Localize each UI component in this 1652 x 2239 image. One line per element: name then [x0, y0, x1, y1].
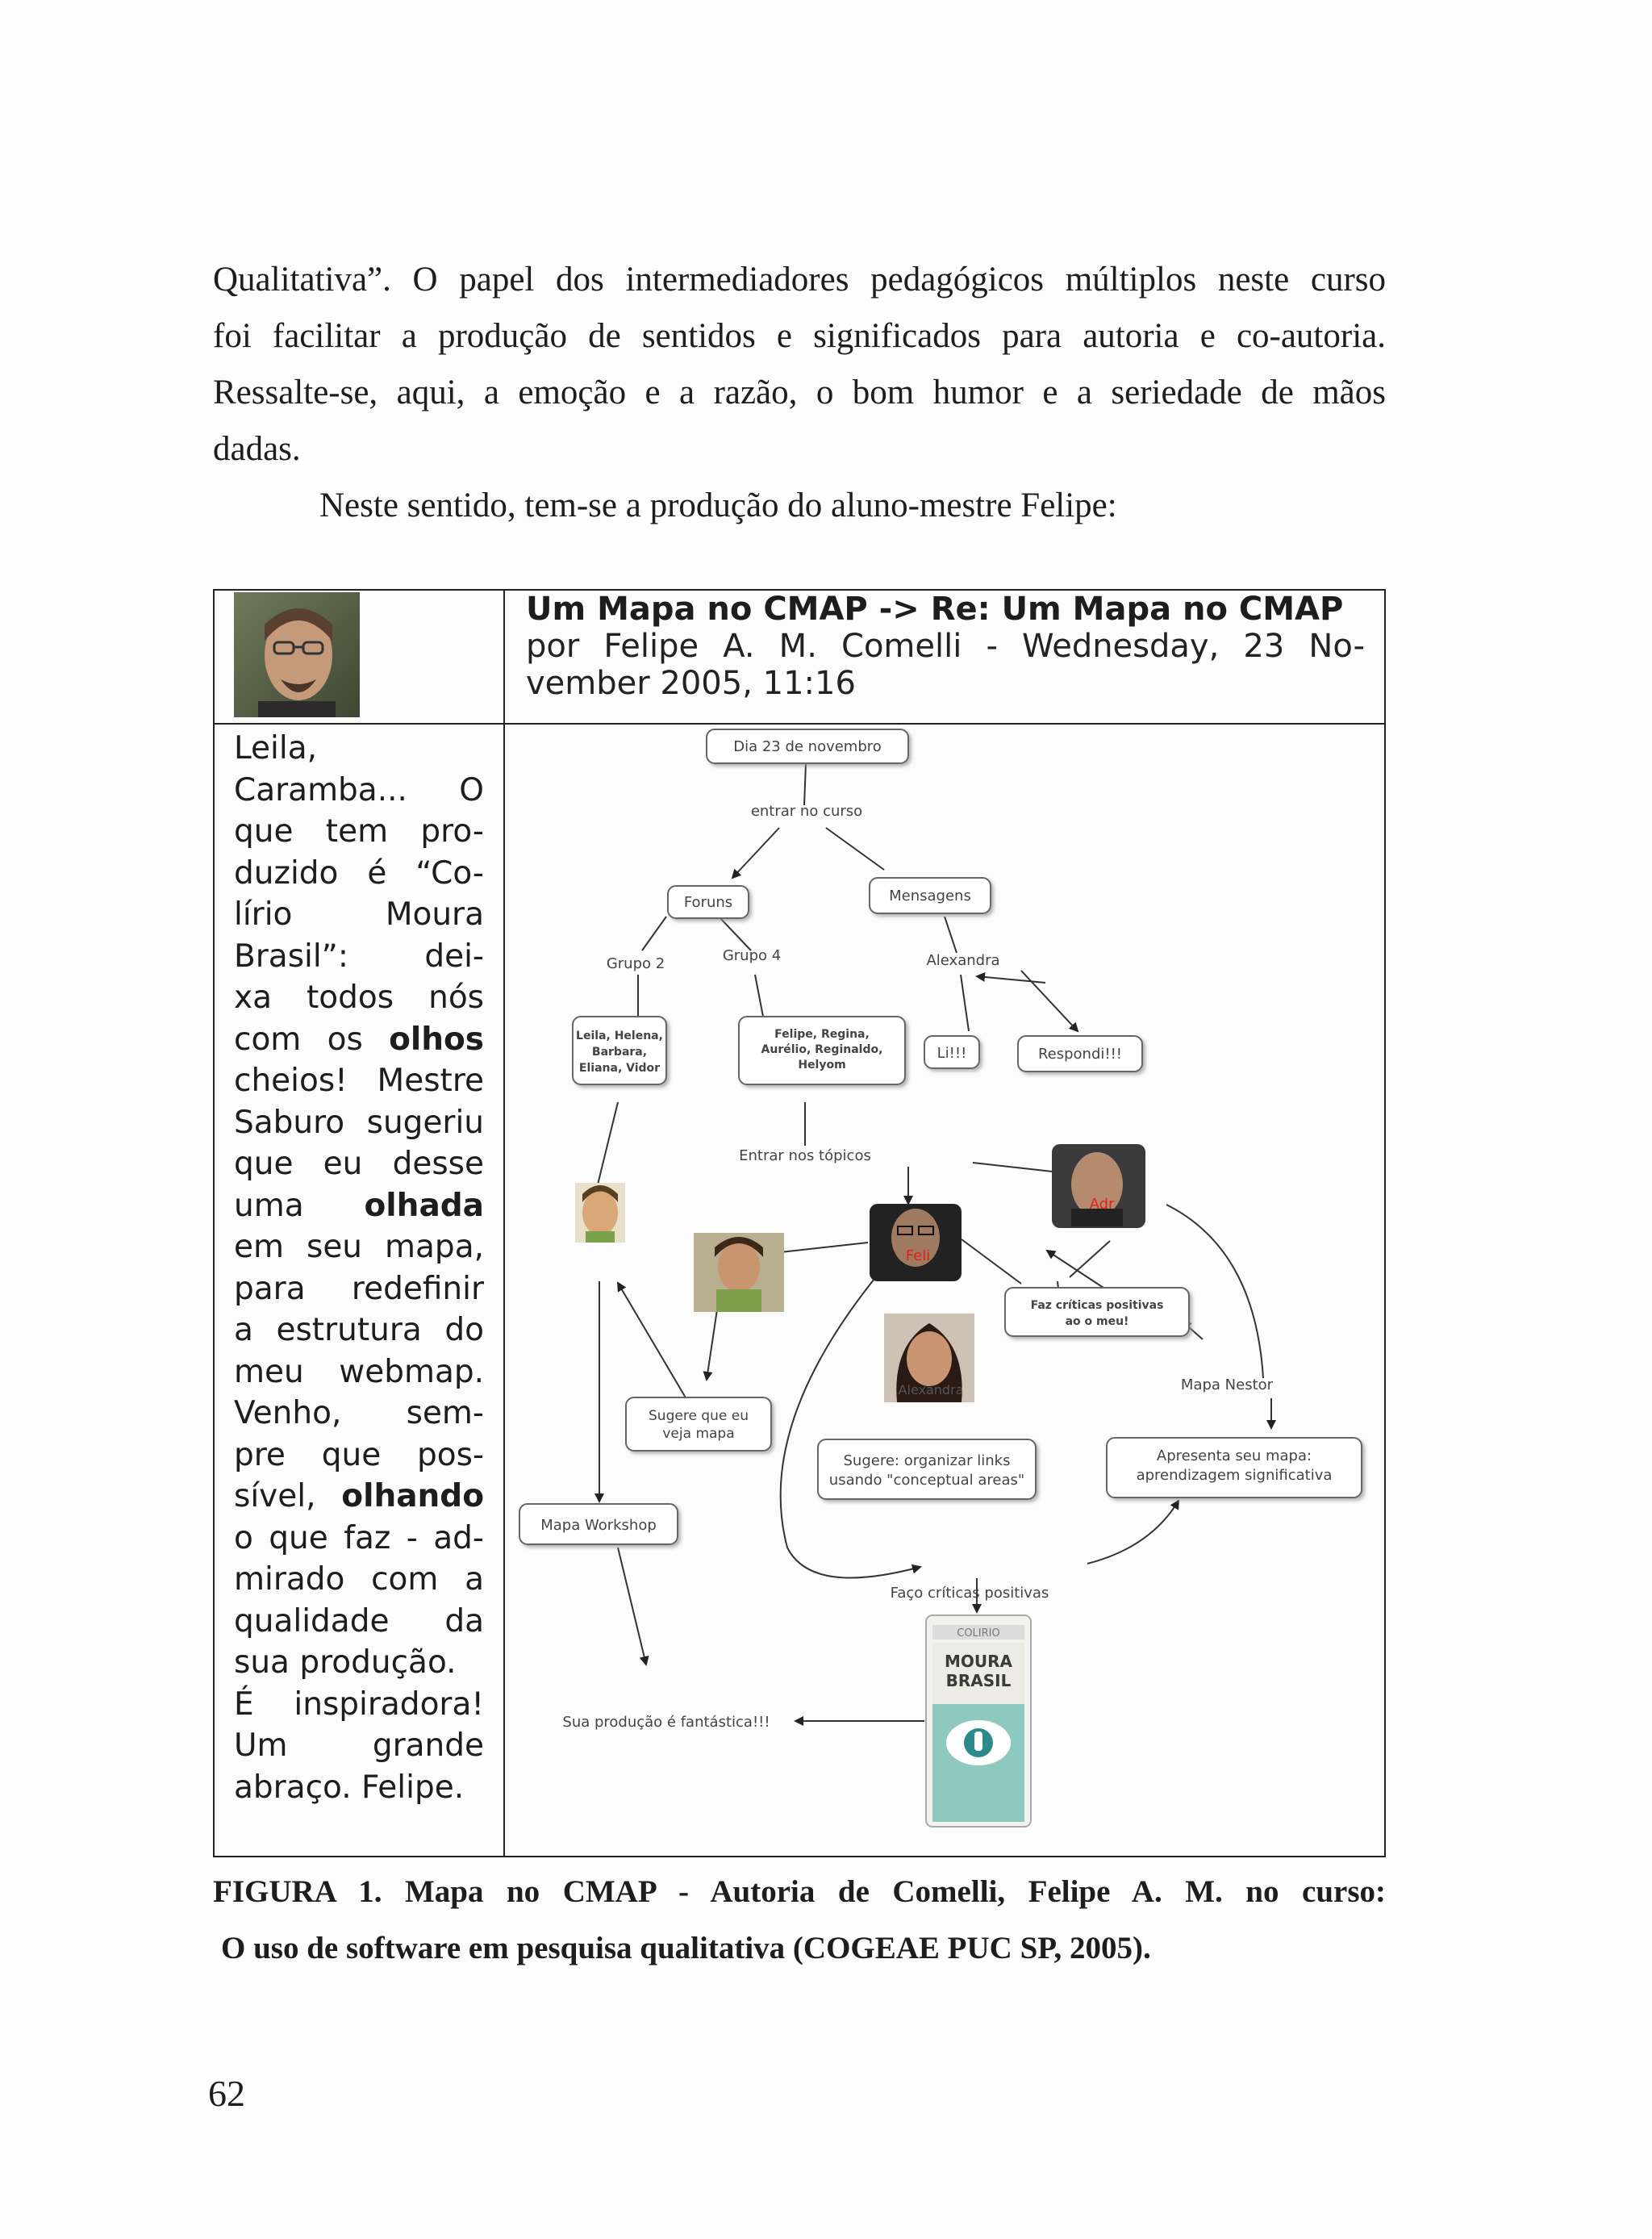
photo-boy — [575, 1183, 625, 1243]
caption-line: O uso de software em pesquisa qualitativa (COGEAE PUC SP, 2005). — [221, 1931, 1151, 1965]
body-line: Ressalte-se, aqui, a emoção e a razão, o bom humor e a seriedade de mãos — [213, 374, 1386, 411]
map-label: Helyom — [798, 1059, 846, 1071]
reply-line: para redefinir — [234, 1270, 484, 1307]
reply-line: em seu mapa, — [234, 1229, 484, 1265]
map-label: Entrar nos tópicos — [739, 1147, 871, 1164]
map-connector — [1021, 971, 1078, 1031]
map-label: Alexandra — [926, 952, 1000, 969]
map-label: Grupo 2 — [606, 955, 665, 972]
map-connector — [707, 1310, 717, 1380]
map-connector — [618, 1548, 646, 1665]
map-label: aprendizagem significativa — [1136, 1467, 1333, 1484]
map-label: Leila, Helena, — [576, 1030, 663, 1042]
reply-line: meu webmap. — [234, 1353, 484, 1390]
map-label: ao o meu! — [1065, 1315, 1129, 1328]
page-number: 62 — [208, 2073, 245, 2114]
map-label: Felipe, Regina, — [774, 1028, 870, 1041]
map-label: Sua produção é fantástica!!! — [562, 1714, 770, 1731]
reply-line: sível, olhando — [234, 1478, 484, 1514]
map-connector — [804, 763, 806, 805]
map-label: BRASIL — [945, 1671, 1012, 1690]
map-label: Apresenta seu mapa: — [1156, 1447, 1312, 1464]
map-label: Li!!! — [937, 1045, 967, 1062]
map-label: Faz críticas positivas — [1030, 1299, 1164, 1312]
body-line: foi facilitar a produção de sentidos e significados para autoria e co-autoria. — [213, 317, 1386, 355]
map-label: Mensagens — [889, 888, 971, 904]
map-label: Respondi!!! — [1037, 1046, 1123, 1063]
post-byline — [526, 628, 1365, 702]
map-label: veja mapa — [662, 1426, 735, 1442]
reply-line: a estrutura do — [234, 1312, 484, 1348]
map-label: Dia 23 de novembro — [733, 738, 882, 755]
map-connector — [977, 976, 1045, 983]
post-byline-line: vember 2005, 11:16 — [526, 665, 856, 702]
reply-line: que eu desse — [234, 1146, 484, 1182]
map-connector — [1087, 1501, 1179, 1564]
reply-line: o que faz - ad- — [234, 1519, 484, 1556]
figure-caption — [213, 1864, 1386, 1977]
map-label: Mapa Workshop — [540, 1517, 657, 1534]
map-label: Faço críticas positivas — [890, 1585, 1049, 1602]
reply-line: uma olhada — [234, 1187, 484, 1224]
map-label: Feli — [905, 1247, 931, 1264]
photo-woman-1 — [694, 1233, 784, 1312]
node-box — [626, 1397, 771, 1451]
map-label: MOURA — [944, 1652, 1013, 1671]
reply-line: Leila, — [234, 730, 318, 767]
reply-line: mirado com a — [234, 1561, 484, 1598]
map-nodes — [519, 729, 1362, 1544]
reply-line: Um grande — [234, 1727, 484, 1764]
map-connector — [961, 975, 969, 1031]
map-connector — [1047, 1251, 1106, 1289]
emphasis-word: olhando — [341, 1478, 484, 1514]
emphasis-word: olhos — [389, 1021, 484, 1058]
map-label: Sugere que eu — [649, 1408, 749, 1424]
reply-line: Brasil”: dei- — [234, 938, 484, 975]
map-label: Barbara, — [591, 1046, 648, 1059]
map-connector — [945, 917, 957, 953]
map-connector — [618, 1283, 686, 1399]
intro-sentence: Neste sentido, tem-se a produção do aluno-mestre Felipe: — [319, 487, 1117, 524]
emphasis-word: olhada — [364, 1187, 484, 1224]
map-label: Adr — [1089, 1196, 1115, 1213]
map-connector — [826, 828, 884, 870]
map-label: Sugere: organizar links — [843, 1452, 1011, 1469]
node-box — [1005, 1288, 1189, 1336]
photo-felipe — [870, 1204, 962, 1281]
body-line: dadas. — [213, 430, 301, 468]
caption-line: FIGURA 1. Mapa no CMAP - Autoria de Comelli, Felipe A. M. no curso: — [213, 1874, 1386, 1909]
reply-line: com os olhos — [234, 1021, 484, 1058]
map-label: Foruns — [683, 894, 733, 911]
colirio-box — [926, 1615, 1031, 1827]
body-paragraph — [213, 252, 1386, 478]
reply-line: pre que pos- — [234, 1436, 484, 1473]
reply-line: Saburo sugeriu — [234, 1104, 484, 1141]
avatar — [234, 592, 360, 717]
reply-line: duzido é “Co- — [234, 854, 484, 892]
map-label: Mapa Nestor — [1180, 1376, 1274, 1393]
map-label: Grupo 4 — [722, 947, 782, 964]
map-connector — [642, 917, 666, 950]
forum-post — [213, 589, 1386, 1857]
reply-line: É inspiradora! — [234, 1686, 484, 1723]
map-connector — [732, 828, 779, 878]
map-connector — [755, 975, 763, 1017]
reply-line: abraço. Felipe. — [234, 1769, 465, 1806]
map-label: usando "conceptual areas" — [828, 1472, 1025, 1489]
map-label: Eliana, Vidor — [578, 1062, 661, 1075]
reply-line: que tem pro- — [234, 813, 484, 850]
reply-line: cheios! Mestre — [234, 1063, 484, 1099]
map-connector — [719, 917, 751, 950]
map-label: entrar no curso — [750, 803, 863, 820]
map-connector — [1070, 1241, 1110, 1277]
reply-line: lírio Moura — [234, 896, 484, 933]
map-connector — [962, 1239, 1021, 1284]
map-label: COLIRIO — [957, 1627, 1000, 1640]
reply-line: qualidade da — [234, 1602, 484, 1640]
map-connector — [598, 1102, 618, 1184]
reply-line: sua produção. — [234, 1644, 457, 1681]
reply-line: xa todos nós — [234, 980, 484, 1016]
reply-line: Caramba... O — [234, 771, 484, 808]
map-label: Aurélio, Reginaldo, — [761, 1043, 883, 1056]
reply-text — [234, 728, 484, 1808]
post-title: Um Mapa no CMAP -> Re: Um Mapa no CMAP — [526, 591, 1344, 628]
map-label: Alexandra — [898, 1382, 964, 1397]
post-byline-line: por Felipe A. M. Comelli - Wednesday, 23 No- — [526, 628, 1365, 665]
node-box — [818, 1439, 1036, 1499]
concept-map — [505, 725, 1384, 1856]
reply-line: Venho, sem- — [234, 1395, 484, 1431]
photo-adriano — [1052, 1144, 1145, 1228]
body-line: Qualitativa”. O papel dos intermediadores pedagógicos múltiplos neste curso — [213, 261, 1386, 299]
